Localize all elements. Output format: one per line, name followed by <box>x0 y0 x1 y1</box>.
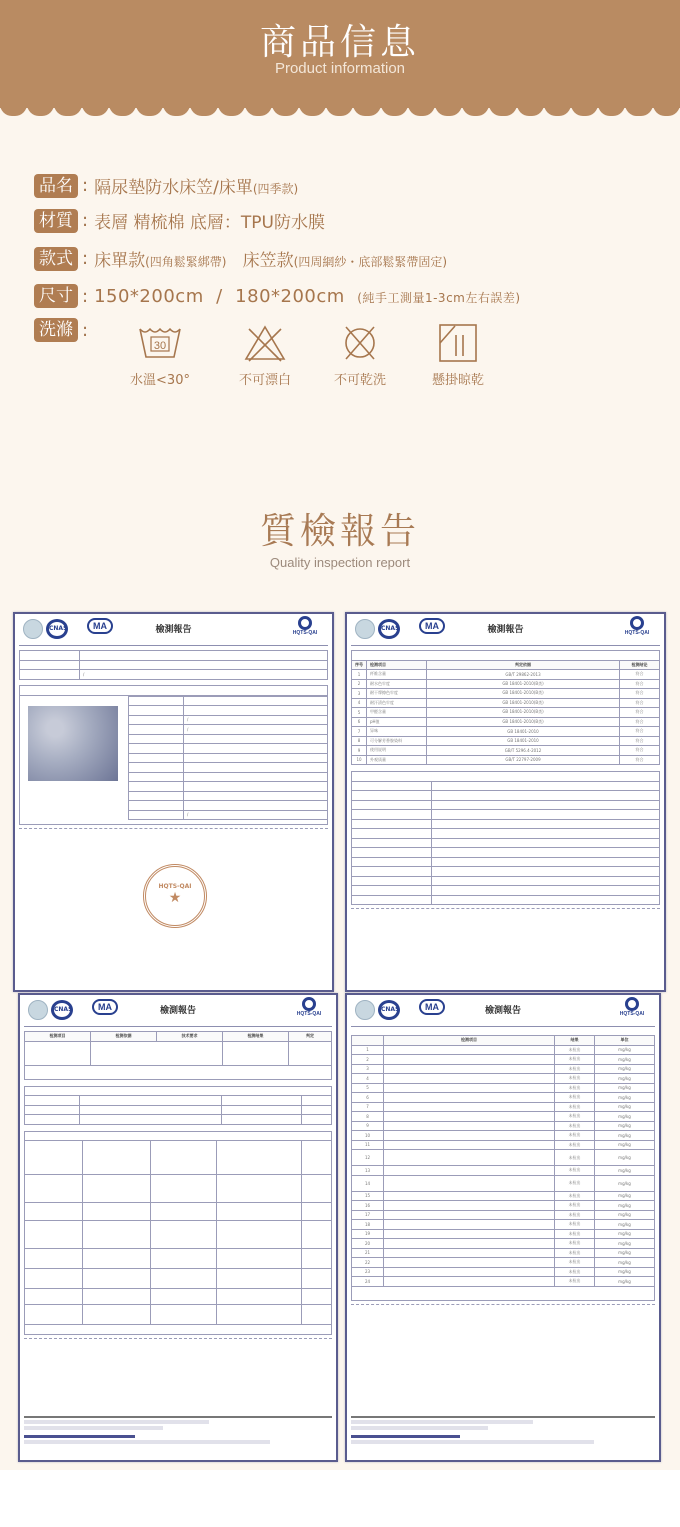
cnas-logo-icon: CNAS <box>51 1000 73 1020</box>
inspection-report-page-3 <box>18 993 338 1462</box>
wash-item: 懸掛晾乾 <box>413 323 503 388</box>
label-tag: 品名 <box>34 174 78 198</box>
official-stamp: HQTS-QAI ★ <box>143 864 207 928</box>
results-table: 检测项目 检测依据 技术要求 检测结果 判定 <box>24 1031 332 1080</box>
quality-subtitle: Quality inspection report <box>269 555 411 570</box>
label-tag: 材質 <box>34 209 78 233</box>
no-dryclean-icon <box>315 323 405 363</box>
cma-logo-icon: MA <box>419 999 445 1015</box>
report-title: 檢測報告 <box>484 1006 521 1016</box>
wash-item: 30 水溫<30° <box>115 323 205 388</box>
info-row-size: 尺寸 : 150*200cm / 180*200cm (純手工測量1-3cm左右誤差) <box>34 284 521 308</box>
inspection-report-page-4 <box>345 993 661 1462</box>
svg-text:30: 30 <box>153 340 167 352</box>
section-subtitle: Product information <box>274 60 406 77</box>
report-title: 檢測報告 <box>159 1006 196 1016</box>
info-value: 床單款(四角鬆緊綁帶) 床笠款(四周網紗・底部鬆緊帶固定) <box>94 251 448 271</box>
scallop-border <box>0 104 680 120</box>
wash-item: 不可乾洗 <box>315 323 405 388</box>
cnas-logo-icon: CNAS <box>378 619 400 639</box>
label-tag: 洗滌 <box>34 318 78 342</box>
info-row-material: 材質 : 表層 精梳棉 底層：TPU防水膜 <box>34 208 325 233</box>
report-header <box>351 614 660 646</box>
no-bleach-icon <box>220 323 310 363</box>
amine-table: 检测项目 结果 单位 1 未检出 mg/kg 2 未检出 mg/kg 3 未检出 mg/kg 4 未检出 mg/kg 5 未检出 mg/kg 6 未检出 mg/kg 7 未检出 mg/kg 8 未检出 mg/kg 9 未检出 mg/kg 10 未检出 mg/kg 11 未检出 mg/kg 12 未检出 mg/kg 13 未检出 mg/kg 14 未检出 mg/kg 15 未检出 mg/kg 16 未检出 mg/kg 17 未检出 mg/kg 18 未检出 mg/kg 19 未检出 mg/kg 20 未检出 mg/kg 21 未检出 mg/kg 22 未检出 mg/kg 23 未检出 mg/kg 24 未检出 mg/kg <box>351 1035 655 1301</box>
info-value: 150*200cm / 180*200cm (純手工測量1-3cm左右誤差) <box>94 285 521 307</box>
inspection-report-page-1 <box>13 612 334 992</box>
cma-logo-icon: MA <box>419 618 445 634</box>
info-value: 表層 精梳棉 底層：TPU防水膜 <box>94 213 325 233</box>
report-header <box>24 995 332 1027</box>
report-header <box>19 614 328 646</box>
conclusion-table: 序号 检测项目 判定依据 检测结论 1 纤维含量 GB/T 29862-2013 符合 2 耐水色牢度 GB 18401-2010(B类) 符合 3 耐干摩擦色牢度 GB 18401-2010(B类) 符合 4 耐汗渍色牢度 GB 18401-2010(B类) 符合 5 甲醛含量 GB 18401-2010(B类) 符合 6 pH值 GB 18401-2010(B类) 符合 7 异味 GB 18401-2010 符合 8 可分解芳香胺染料 GB 18401-2010 符合 9 使用说明 GB/T 5296.4-2012 符合 10 外观质量 GB/T 22797-2009 符合 <box>351 650 660 765</box>
sample-photo <box>28 706 118 781</box>
wash-item: 不可漂白 <box>220 323 310 388</box>
magnifier-icon <box>630 616 644 630</box>
report-title: 檢測報告 <box>155 625 192 635</box>
method-table <box>351 771 660 905</box>
wash-30-icon <box>115 323 205 363</box>
report-footer <box>24 1416 332 1456</box>
hang-dry-icon <box>413 323 503 363</box>
hqts-logo: HQTS-QAI <box>617 997 647 1017</box>
section-title: 商品信息 <box>259 22 420 63</box>
inspection-report-page-2 <box>345 612 666 992</box>
report-footer <box>351 1416 655 1456</box>
label-tag: 款式 <box>34 247 78 271</box>
info-row-style: 款式 : 床單款(四角鬆緊綁帶) 床笠款(四周網紗・底部鬆緊帶固定) <box>34 246 447 271</box>
info-row-name: 品名 : 隔尿墊防水床笠/床單(四季款) <box>34 173 298 198</box>
info-value: 隔尿墊防水床笠/床單(四季款) <box>94 178 299 198</box>
appearance-table <box>24 1086 332 1125</box>
cma-logo-icon: MA <box>92 999 118 1015</box>
cnas-logo-icon: CNAS <box>46 619 68 639</box>
hqts-logo: HQTS-QAI <box>622 616 652 636</box>
report-title: 檢測報告 <box>487 625 524 635</box>
info-row-wash: 洗滌 : <box>34 318 94 342</box>
physchem-table <box>24 1131 332 1335</box>
magnifier-icon <box>625 997 639 1011</box>
magnifier-icon <box>302 997 316 1011</box>
report-header <box>351 995 655 1027</box>
quality-title: 質檢報告 <box>259 511 420 552</box>
hqts-logo: HQTS-QAI <box>294 997 324 1017</box>
cma-logo-icon: MA <box>87 618 113 634</box>
sample-info-section: / / / <box>19 685 328 825</box>
label-tag: 尺寸 <box>34 284 78 308</box>
client-info-table: / <box>19 650 328 680</box>
cnas-logo-icon: CNAS <box>378 1000 400 1020</box>
magnifier-icon <box>298 616 312 630</box>
hqts-logo: HQTS-QAI <box>290 616 320 636</box>
